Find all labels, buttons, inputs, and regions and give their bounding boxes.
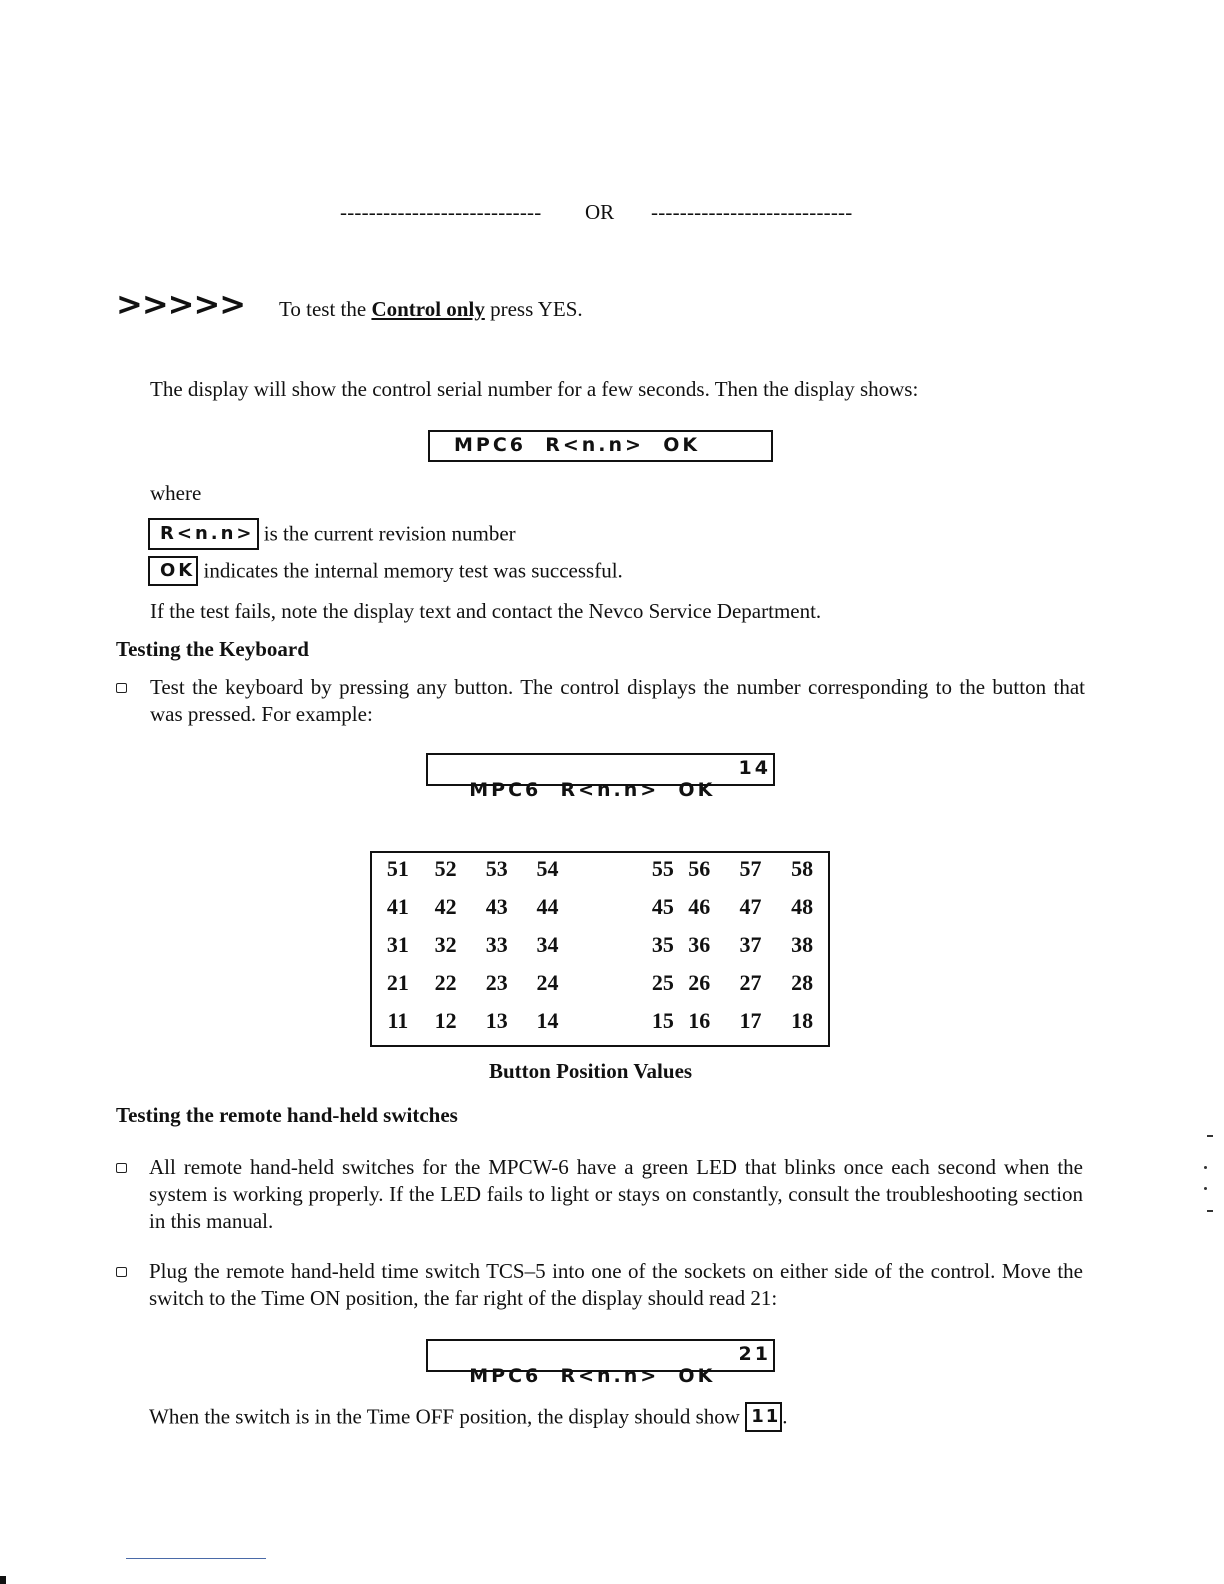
grid-cell: 28 xyxy=(791,970,814,995)
bullet-checkbox-icon xyxy=(116,1267,127,1277)
grid-cell: 42 xyxy=(434,894,457,919)
bullet-checkbox-icon xyxy=(116,683,127,693)
corner-mark xyxy=(0,1576,6,1584)
instruction-arrows: >>>>> xyxy=(116,285,246,323)
separator-left-dashes: ---------------------------- xyxy=(340,200,542,224)
grid-cell: 43 xyxy=(485,894,508,919)
definition-revision-text: is the current revision number xyxy=(263,521,516,546)
lcd-display-remote xyxy=(426,1339,775,1387)
grid-cell: 37 xyxy=(739,932,762,957)
separator-or: OR xyxy=(585,200,615,224)
button-position-grid xyxy=(370,851,830,1047)
grid-cell: 51 xyxy=(386,856,409,881)
code-ok-box: OK xyxy=(148,556,198,586)
off-position-line xyxy=(149,1402,788,1434)
margin-mark xyxy=(1207,1135,1213,1137)
grid-cell: 54 xyxy=(536,856,559,881)
keyboard-bullet: Test the keyboard by pressing any button. The control displays the number corresponding to the button that was pressed. For example: xyxy=(150,675,1085,726)
grid-cell: 44 xyxy=(536,894,559,919)
grid-cell: 15 xyxy=(651,1008,674,1033)
instruction-suffix: press YES. xyxy=(484,297,583,321)
margin-mark xyxy=(1204,1166,1207,1169)
remote-bullet-1: All remote hand-held switches for the MPCW-6 have a green LED that blinks once each second when the system is working properly. If the LED fails to light or stays on constantly, consult the troubleshooting section in this manual. xyxy=(149,1155,1083,1233)
lcd-keyboard-text: MPC6 R<n.n> OK xyxy=(469,779,716,801)
grid-cell: 12 xyxy=(434,1008,457,1033)
lcd-remote-text: MPC6 R<n.n> OK xyxy=(469,1365,716,1387)
instruction-emphasis: Control only xyxy=(371,297,485,321)
instruction-prefix: To test the xyxy=(279,297,372,321)
grid-cell: 35 xyxy=(651,932,674,957)
grid-cell: 18 xyxy=(791,1008,814,1033)
grid-cell: 58 xyxy=(791,856,814,881)
grid-cell: 36 xyxy=(688,932,711,957)
lcd-keyboard-value: 14 xyxy=(738,757,771,779)
grid-caption: Button Position Values xyxy=(489,1059,693,1083)
remote-bullet-2: Plug the remote hand-held time switch TCS–5 into one of the sockets on either side of the control. Move the switch to the Time ON position, the far right of the display should read 21: xyxy=(149,1259,1083,1310)
grid-cell: 32 xyxy=(434,932,457,957)
off-value-box: 11 xyxy=(745,1402,782,1432)
grid-cell: 48 xyxy=(791,894,814,919)
bullet-checkbox-icon xyxy=(116,1163,127,1173)
display-intro: The display will show the control serial number for a few seconds. Then the display shows: xyxy=(150,377,919,401)
button-grid-table xyxy=(376,850,828,1040)
lcd-display-keyboard xyxy=(426,753,775,801)
grid-cell: 14 xyxy=(536,1008,559,1033)
grid-cell: 34 xyxy=(536,932,559,957)
grid-cell: 55 xyxy=(651,856,674,881)
grid-cell: 16 xyxy=(688,1008,711,1033)
grid-cell: 47 xyxy=(739,894,762,919)
where-label: where xyxy=(150,481,202,505)
separator xyxy=(340,200,870,224)
grid-cell: 11 xyxy=(387,1008,409,1033)
keyboard-heading: Testing the Keyboard xyxy=(116,637,309,661)
grid-cell: 46 xyxy=(688,894,711,919)
grid-cell: 52 xyxy=(434,856,457,881)
lcd-remote-value: 21 xyxy=(738,1343,771,1365)
grid-cell: 53 xyxy=(485,856,508,881)
grid-cell: 21 xyxy=(386,970,409,995)
margin-mark xyxy=(1204,1187,1207,1190)
grid-cell: 41 xyxy=(386,894,409,919)
grid-cell: 24 xyxy=(536,970,559,995)
grid-cell: 17 xyxy=(739,1008,762,1033)
grid-cell: 22 xyxy=(434,970,457,995)
grid-cell: 31 xyxy=(386,932,409,957)
separator-right-dashes: ---------------------------- xyxy=(651,200,853,224)
grid-cell: 25 xyxy=(651,970,674,995)
off-end: . xyxy=(782,1404,788,1429)
grid-cell: 38 xyxy=(791,932,814,957)
grid-cell: 13 xyxy=(485,1008,508,1033)
grid-row xyxy=(376,1002,828,1040)
grid-cell: 45 xyxy=(651,894,674,919)
definition-ok-text: indicates the internal memory test was successful. xyxy=(203,558,623,583)
grid-cell: 57 xyxy=(739,856,762,881)
remote-heading: Testing the remote hand-held switches xyxy=(116,1103,458,1127)
fail-note: If the test fails, note the display text and contact the Nevco Service Department. xyxy=(150,599,822,623)
grid-cell: 33 xyxy=(485,932,508,957)
margin-mark xyxy=(1207,1210,1213,1212)
grid-cell: 56 xyxy=(688,856,711,881)
off-position-text: When the switch is in the Time OFF position, the display should show xyxy=(149,1404,746,1429)
instruction-line xyxy=(279,297,583,322)
grid-row xyxy=(376,964,828,1002)
grid-row xyxy=(376,850,828,888)
lcd-display-control-test: MPC6 R<n.n> OK xyxy=(428,430,773,462)
code-revision-box: R<n.n> xyxy=(148,518,259,550)
footer-rule xyxy=(126,1558,266,1559)
definition-revision xyxy=(148,518,516,550)
definition-ok xyxy=(148,556,623,586)
grid-cell: 26 xyxy=(688,970,711,995)
grid-cell: 23 xyxy=(485,970,508,995)
grid-row xyxy=(376,926,828,964)
grid-cell: 27 xyxy=(739,970,762,995)
grid-row xyxy=(376,888,828,926)
